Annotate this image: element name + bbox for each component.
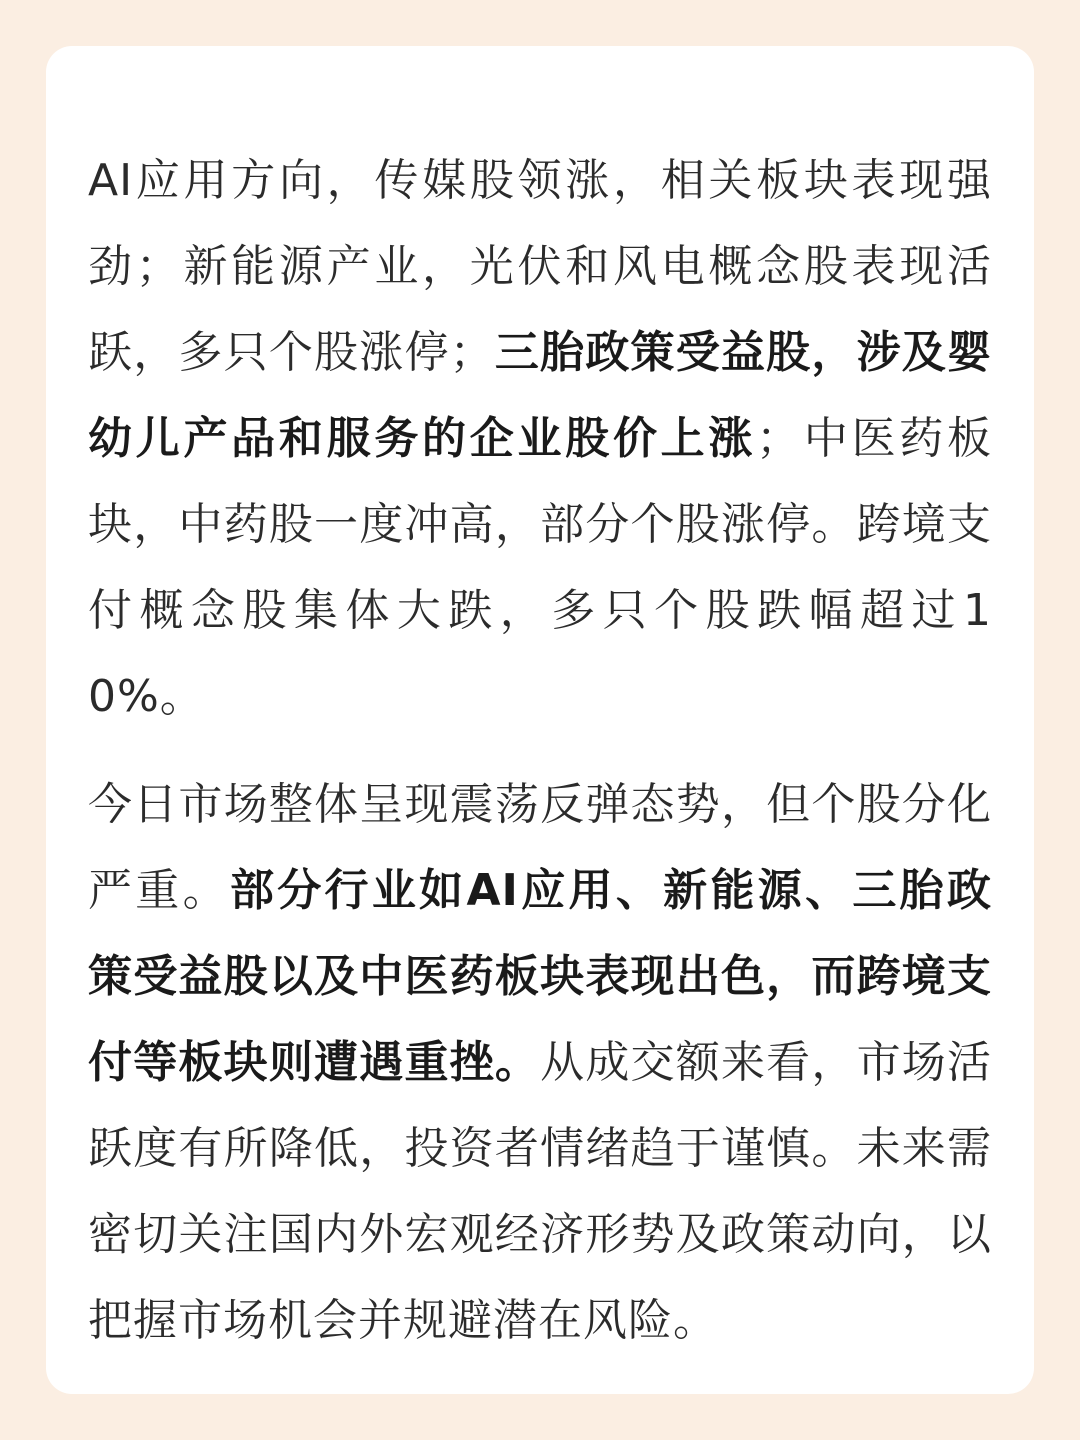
highlighted-text-segment: 部分行业如AI应用、新能源、三胎政策受益股以及中医药板块表现出色，而跨境支付等板块则遭遇重挫。	[88, 865, 992, 1088]
text-segment: 今日市场整体呈现震荡反弹态势，但个股分化严重。	[88, 779, 992, 916]
highlighted-text-segment: 三胎政策受益股，涉及婴幼儿产品和服务的企业股价上涨	[88, 327, 993, 464]
text-segment: ；中医药板块，中药股一度冲高，部分个股涨停。跨境支付概念股集体大跌，多只个股跌幅超过10%。	[88, 413, 993, 722]
text-segment: AI应用方向，传媒股领涨，相关板块表现强劲；新能源产业，光伏和风电概念股表现活跃，多只个股涨停；	[88, 155, 992, 378]
paragraph-1	[88, 138, 992, 740]
paragraph-2	[88, 762, 992, 1364]
text-segment: 从成交额来看，市场活跃度有所降低，投资者情绪趋于谨慎。未来需密切关注国内外宏观经济形势及政策动向，以把握市场机会并规避潜在风险。	[88, 1037, 993, 1346]
content-card	[46, 46, 1034, 1394]
